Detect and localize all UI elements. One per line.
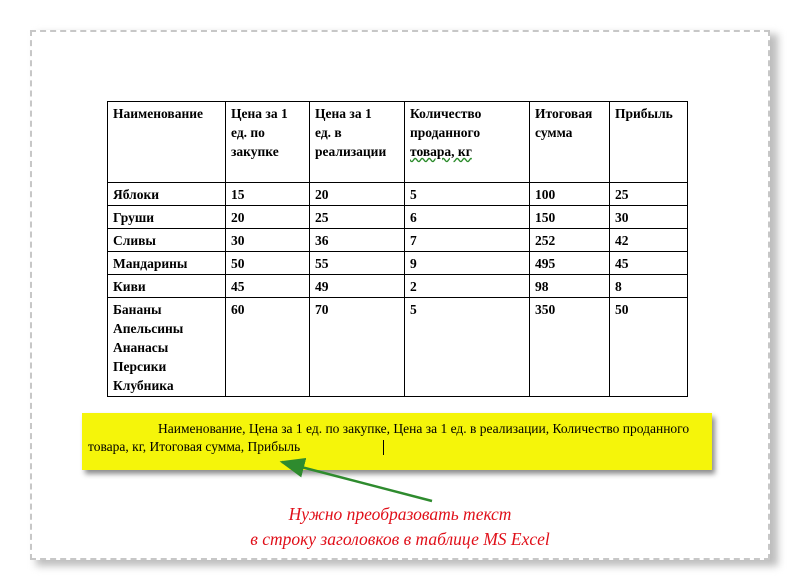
highlighted-header-text[interactable]: Наименование, Цена за 1 ед. по закупке, Цена за 1 ед. в реализации, Количество проданного товара, кг, Итоговая сумма, Прибыль <box>88 421 690 454</box>
caption-line-1: Нужно преобразовать текст <box>288 504 512 524</box>
cell-quantity: 9 <box>405 252 530 275</box>
cell-profit: 25 <box>610 183 688 206</box>
cell-purchase-price: 45 <box>226 275 310 298</box>
cell-purchase-price: 60 <box>226 298 310 397</box>
cell-purchase-price: 15 <box>226 183 310 206</box>
header-sale-price: Цена за 1 ед. в реализации <box>310 102 405 183</box>
cell-sale-price: 36 <box>310 229 405 252</box>
cell-name: Сливы <box>108 229 226 252</box>
cell-purchase-price: 20 <box>226 206 310 229</box>
table-row-multi <box>108 298 688 397</box>
cell-total: 495 <box>530 252 610 275</box>
caption-line-2: в строку заголовков в таблице MS Excel <box>250 529 550 549</box>
header-total: Итоговая сумма <box>530 102 610 183</box>
cell-sale-price: 55 <box>310 252 405 275</box>
cell-quantity: 5 <box>405 298 530 397</box>
cell-purchase-price: 30 <box>226 229 310 252</box>
table-row <box>108 275 688 298</box>
cell-sale-price: 49 <box>310 275 405 298</box>
cell-sale-price: 70 <box>310 298 405 397</box>
cell-total: 350 <box>530 298 610 397</box>
text-cursor <box>383 440 384 455</box>
cell-purchase-price: 50 <box>226 252 310 275</box>
cell-profit: 42 <box>610 229 688 252</box>
cell-quantity: 7 <box>405 229 530 252</box>
table-row <box>108 229 688 252</box>
cell-name: Яблоки <box>108 183 226 206</box>
cell-quantity: 5 <box>405 183 530 206</box>
cell-name-list: Бананы Апельсины Ананасы Персики Клубника <box>108 298 226 397</box>
cell-total: 150 <box>530 206 610 229</box>
cell-quantity: 6 <box>405 206 530 229</box>
cell-name: Мандарины <box>108 252 226 275</box>
cell-profit: 8 <box>610 275 688 298</box>
fruit-sales-table <box>107 101 688 397</box>
table-header-row <box>108 102 688 183</box>
header-purchase-price: Цена за 1 ед. по закупке <box>226 102 310 183</box>
cell-total: 98 <box>530 275 610 298</box>
table-row <box>108 183 688 206</box>
cell-profit: 50 <box>610 298 688 397</box>
header-name: Наименование <box>108 102 226 183</box>
table-row <box>108 252 688 275</box>
header-quantity: Количество проданного товара, кг <box>405 102 530 183</box>
cell-name: Груши <box>108 206 226 229</box>
cell-total: 252 <box>530 229 610 252</box>
header-profit: Прибыль <box>610 102 688 183</box>
cell-profit: 45 <box>610 252 688 275</box>
cell-total: 100 <box>530 183 610 206</box>
cell-profit: 30 <box>610 206 688 229</box>
cell-sale-price: 20 <box>310 183 405 206</box>
cell-quantity: 2 <box>405 275 530 298</box>
cell-name: Киви <box>108 275 226 298</box>
cell-sale-price: 25 <box>310 206 405 229</box>
table-row <box>108 206 688 229</box>
